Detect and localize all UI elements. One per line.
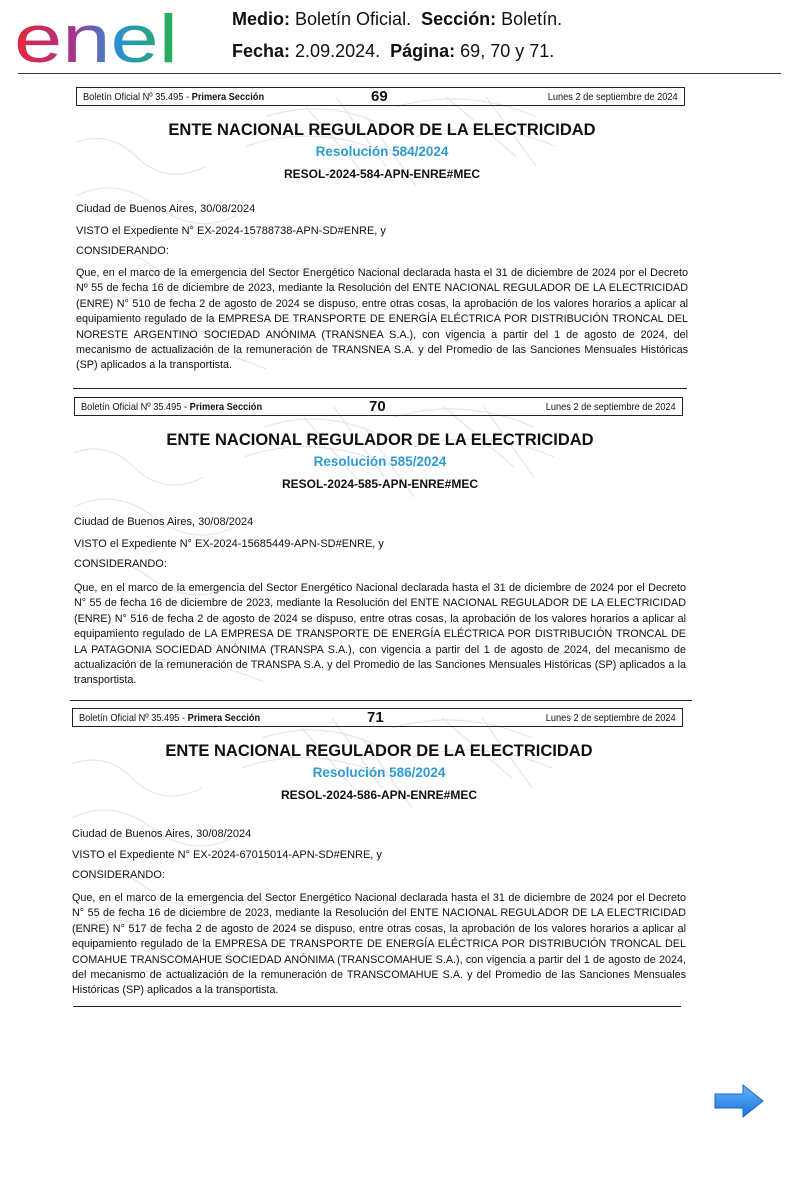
resolution-code: RESOL-2024-584-APN-ENRE#MEC [283,167,481,181]
resolution-code: RESOL-2024-586-APN-ENRE#MEC [280,788,478,802]
header-medio-seccion: Medio: Boletín Oficial. Sección: Boletín. [232,9,563,29]
considerando-label: CONSIDERANDO: [74,558,167,570]
agency-title: ENTE NACIONAL REGULADOR DE LA ELECTRICIDAD [168,121,596,139]
clipping-70 [74,397,697,687]
resolution-title: Resolución 586/2024 [312,765,446,780]
publication-bar: Boletín Oficial Nº 35.495 - Primera Sección 69 Lunes 2 de septiembre de 2024 [76,87,685,106]
visto-line: VISTO el Expediente N° EX-2024-15685449-APN-SD#ENRE, y [74,538,384,550]
considerando-label: CONSIDERANDO: [72,869,165,881]
svg-text:enel: enel [14,4,178,70]
page-number: 69 [371,88,388,105]
body-paragraph: Que, en el marco de la emergencia del Sector Energético Nacional declarada hasta el 31 de diciembre de 2024 por el Decreto Nº 55 de fecha 16 de diciembre de 2023, mediante la Resolución del ENTE NACIONAL REGULADOR DE LA ELECTRICIDAD (ENRE) N° 510 de fecha 2 de agosto de 2024 se dispuso, entre otras cosas, la aprobación de los valores horarios a aplicar al equipamiento regulado de la EMPRESA DE TRANSPORTE DE ENERGÍA ELÉCTRICA POR DISTRIBUCIÓN TRONCAL DEL NORESTE ARGENTINO SOCIEDAD ANÓNIMA (TRANSNEA S.A.), con vigencia a partir del 1 de agosto de 2024, del mecanismo de actualización de la remuneración de TRANSNEA S.A. y del Promedio de las Sanciones Mensuales Históricas (SP) aplicados a la transportista. [76,267,688,372]
visto-line: VISTO el Expediente N° EX-2024-15788738-APN-SD#ENRE, y [76,225,386,237]
page-number: 70 [369,398,386,415]
city-date: Ciudad de Buenos Aires, 30/08/2024 [76,203,256,215]
header-divider [18,73,781,74]
resolution-title: Resolución 585/2024 [313,454,447,469]
resolution-title: Resolución 584/2024 [315,144,449,159]
next-arrow-icon[interactable] [713,1082,765,1120]
clipping-divider [70,700,692,701]
considerando-label: CONSIDERANDO: [76,245,169,257]
city-date: Ciudad de Buenos Aires, 30/08/2024 [72,828,252,840]
agency-title: ENTE NACIONAL REGULADOR DE LA ELECTRICIDAD [166,431,594,449]
city-date: Ciudad de Buenos Aires, 30/08/2024 [74,516,254,528]
header-fecha-pagina: Fecha: 2.09.2024. Página: 69, 70 y 71. [232,41,555,61]
publication-bar: Boletín Oficial Nº 35.495 - Primera Sección 71 Lunes 2 de septiembre de 2024 [72,708,683,727]
clipping-69 [76,87,699,374]
publication-bar: Boletín Oficial Nº 35.495 - Primera Sección 70 Lunes 2 de septiembre de 2024 [74,397,683,416]
body-paragraph: Que, en el marco de la emergencia del Sector Energético Nacional declarada hasta el 31 de diciembre de 2024 por el Decreto N° 55 de fecha 16 de diciembre de 2023, mediante la Resolución del ENTE NACIONAL REGULADOR DE LA ELECTRICIDAD (ENRE) N° 516 de fecha 2 de agosto de 2024 se dispuso, entre otras cosas, la aprobación de los valores horarios a aplicar al equipamiento regulado de LA EMPRESA DE TRANSPORTE DE ENERGÍA ELÉCTRICA POR DISTRIBUCIÓN TRONCAL DE LA PATAGONIA SOCIEDAD ANÓNIMA (TRANSPA S.A.), con vigencia a partir del 1 de agosto de 2024, del mecanismo de actualización de la remuneración de TRANSPA S.A. y del Promedio de las Sanciones Mensuales Históricas (SP) aplicados a la transportista. [74,582,686,687]
agency-title: ENTE NACIONAL REGULADOR DE LA ELECTRICIDAD [165,742,593,760]
clipping-divider [73,388,687,389]
enel-logo [12,4,182,70]
resolution-code: RESOL-2024-585-APN-ENRE#MEC [281,477,479,491]
body-paragraph: Que, en el marco de la emergencia del Sector Energético Nacional declarada hasta el 31 de diciembre de 2024 por el Decreto N° 55 de fecha 16 de diciembre de 2023, mediante la Resolución del ENTE NACIONAL REGULADOR DE LA ELECTRICIDAD (ENRE) N° 517 de fecha 2 de agosto de 2024 se dispuso, entre otras cosas, la aprobación de los valores horarios a aplicar al equipamiento regulado de la EMPRESA DE TRANSPORTE DE ENERGÍA ELÉCTRICA POR DISTRIBUCIÓN TRONCAL DEL COMAHUE TRANSCOMAHUE SOCIEDAD ANÓNIMA (TRANSCOMAHUE S.A.), con vigencia a partir del 1 de agosto de 2024, del mecanismo de actualización de la remuneración de TRANSCOMAHUE S.A. y del Promedio de las Sanciones Mensuales Históricas (SP) aplicados a la transportista. [72,892,686,997]
clipping-divider [73,1006,681,1007]
page-number: 71 [367,709,384,726]
visto-line: VISTO el Expediente N° EX-2024-67015014-APN-SD#ENRE, y [72,849,382,861]
clipping-71 [72,708,695,998]
